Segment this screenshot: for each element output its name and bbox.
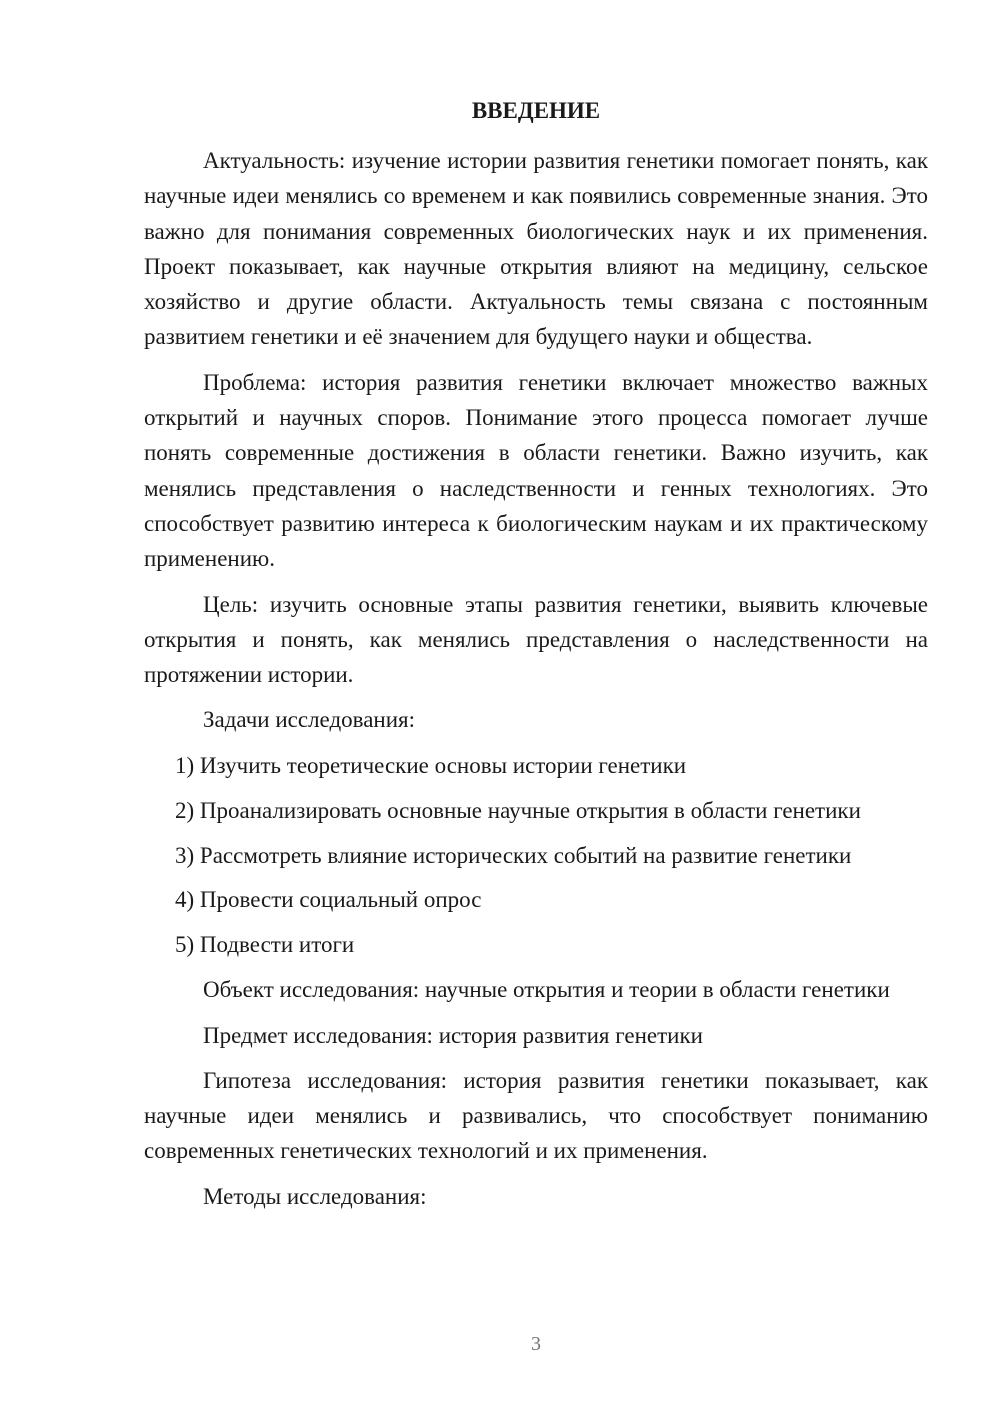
paragraph-relevance: Актуальность: изучение истории развития генетики помогает понять, как научные идеи менялись со временем и как появились современные знания. Это важно для понимания современных биологических наук и их применения. Проект показывает, как научные открытия влияют на медицину, сельское хозяйство и другие области. Актуальность темы связана с постоянным развитием генетики и её значением для будущего науки и общества. xyxy=(144,148,928,350)
paragraph-goal: Цель: изучить основные этапы развития генетики, выявить ключевые открытия и понять, как менялись представления о наследственности на протяжении истории. xyxy=(144,591,928,688)
paragraph-problem: Проблема: история развития генетики включает множество важных открытий и научных споров. Понимание этого процесса помогает лучше понять современные достижения в области генетики. Важно изучить, как менялись представления о наследственности и генных технологиях. Это способствует развитию интереса к биологическим наукам и их практическому применению. xyxy=(144,369,928,572)
paragraph-subject: Предмет исследования: история развития генетики xyxy=(203,1022,703,1048)
tasks-list xyxy=(144,748,928,963)
paragraph-object: Объект исследования: научные открытия и теории в области генетики xyxy=(203,977,890,1003)
paragraph-methods: Методы исследования: xyxy=(203,1183,427,1209)
list-item: 4) Провести социальный опрос xyxy=(175,887,482,913)
list-item: 2) Проанализировать основные научные открытия в области генетики xyxy=(175,797,861,823)
page-number: 3 xyxy=(531,1333,541,1355)
document-body xyxy=(144,143,928,1224)
list-item: 5) Подвести итоги xyxy=(175,932,355,958)
list-item: 3) Рассмотреть влияние исторических событий на развитие генетики xyxy=(175,842,852,868)
page-title: ВВЕДЕНИЕ xyxy=(471,98,601,123)
tasks-heading: Задачи исследования: xyxy=(203,707,416,733)
paragraph-hypothesis: Гипотеза исследования: история развития генетики показывает, как научные идеи менялись и развивались, что способствует пониманию современных генетических технологий и их применения. xyxy=(144,1067,928,1164)
list-item: 1) Изучить теоретические основы истории генетики xyxy=(175,752,687,778)
